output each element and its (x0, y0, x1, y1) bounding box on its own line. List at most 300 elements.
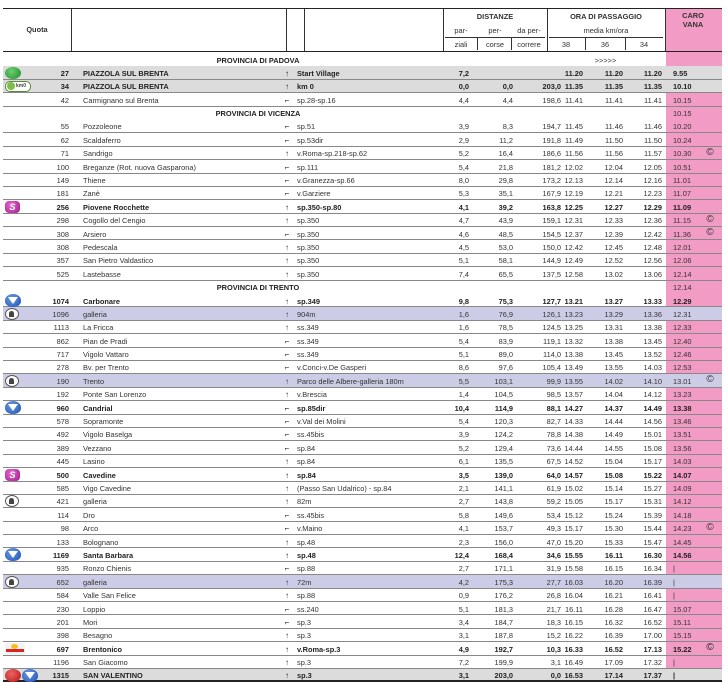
time-36kmh: 14.37 (604, 403, 623, 413)
table-row (3, 133, 722, 146)
location-name: Bolognano (83, 537, 119, 547)
time-34kmh: 11.35 (643, 82, 662, 92)
altitude: 114 (57, 510, 69, 520)
location-name: Vigolo Baselga (83, 430, 133, 440)
remaining-distance: 73,6 (546, 443, 561, 453)
covered-distance: 4,4 (502, 95, 513, 105)
time-34kmh: 11.41 (644, 95, 662, 105)
caravan-time: 14.07 (673, 470, 692, 480)
partial-distance: 2,7 (458, 564, 469, 574)
time-34kmh: 15.47 (643, 537, 662, 547)
time-38kmh: 15.02 (564, 484, 583, 493)
table-row (3, 642, 722, 655)
remaining-distance: 34,6 (546, 550, 561, 560)
time-38kmh: 12.25 (564, 202, 583, 212)
caravan-time: 12.06 (673, 256, 692, 266)
altitude: 230 (56, 604, 69, 614)
altitude: 584 (56, 591, 69, 601)
road-direction: ss.240 (297, 604, 319, 614)
table-row (3, 254, 722, 267)
caravan-time: 11.09 (673, 202, 692, 212)
turn-arrow-icon: ⌐ (284, 403, 290, 413)
location-name: Carmignano sul Brenta (83, 95, 159, 105)
road-direction: sp.3 (297, 617, 311, 627)
turn-arrow-icon: ⌐ (284, 162, 290, 172)
location-name: Pozzoleone (83, 122, 122, 132)
table-row (3, 535, 722, 548)
partial-distance: 5,3 (458, 189, 469, 199)
time-38kmh: 16.49 (564, 658, 583, 668)
time-38kmh: 12.19 (564, 189, 583, 199)
caravan-time: 11.15 (673, 216, 691, 226)
time-34kmh: 12.42 (643, 229, 662, 239)
altitude: 308 (56, 229, 69, 239)
road-direction: sp.350 (297, 242, 320, 252)
remaining-distance: 31,9 (546, 564, 561, 574)
location-name: Zanè (83, 189, 100, 199)
remaining-distance: 10,3 (546, 644, 561, 654)
table-row (3, 441, 722, 454)
turn-arrow-icon: ⌐ (284, 363, 290, 373)
covered-distance: 58,1 (498, 256, 513, 266)
remaining-distance: 114,0 (543, 350, 561, 360)
time-36kmh: 13.29 (604, 309, 623, 319)
tunnel-icon (5, 374, 19, 387)
table-row (3, 669, 722, 682)
time-34kmh: 12.29 (643, 202, 662, 212)
covered-distance: 184,7 (494, 617, 513, 627)
caravan-time: 14.56 (673, 550, 692, 560)
partial-distance: 2,9 (458, 135, 469, 145)
remaining-distance: 3,1 (550, 658, 561, 668)
time-36kmh: 12.52 (604, 256, 623, 266)
road-direction: 72m (297, 577, 312, 587)
location-name: San Giacomo (83, 658, 128, 668)
table-row (3, 401, 722, 414)
location-name: Sandrigo (83, 149, 113, 159)
time-34kmh: 17.37 (643, 671, 662, 681)
partial-distance: 0,0 (458, 82, 469, 92)
covered-distance: 35,1 (498, 189, 513, 199)
road-direction: Parco delle Albere-galleria 180m (297, 376, 404, 386)
table-row (3, 294, 722, 307)
table-row (3, 415, 722, 428)
altitude: 1196 (53, 658, 69, 668)
time-34kmh: 15.39 (643, 510, 662, 520)
covered-distance: 203,0 (494, 671, 513, 681)
road-direction: sp.51 (297, 122, 316, 132)
road-direction: sp.88 (297, 564, 316, 574)
turn-arrow-icon: ⌐ (284, 564, 290, 574)
caravan-time: 10.20 (673, 122, 692, 132)
turn-arrow-icon: ⌐ (284, 417, 290, 427)
time-36kmh: 13.31 (604, 323, 623, 333)
c-badge-icon: © (706, 374, 714, 386)
road-direction: ss.349 (297, 323, 319, 333)
remaining-distance: 126,1 (542, 309, 561, 319)
road-direction: 904m (297, 309, 316, 319)
table-row (3, 482, 722, 495)
province-header-row (3, 107, 722, 120)
turn-arrow-icon: ↑ (285, 497, 289, 507)
remaining-distance: 194,7 (542, 122, 561, 132)
time-38kmh: 12.37 (564, 229, 583, 239)
road-direction: sp.111 (297, 162, 319, 172)
road-direction: sp.3 (297, 658, 311, 668)
location-name: Ponte San Lorenzo (83, 390, 147, 400)
time-34kmh: 13.38 (643, 323, 662, 333)
remaining-distance: 186,6 (542, 149, 561, 159)
caravan-time: | (673, 658, 675, 668)
time-38kmh: 13.38 (564, 350, 583, 360)
covered-distance: 153,7 (494, 524, 513, 534)
table-row (3, 334, 722, 347)
caravan-time: 13.56 (673, 443, 692, 453)
header-speed-38: 38 (561, 40, 571, 49)
location-name: Bv. per Trento (83, 363, 129, 373)
location-name: Besagno (83, 631, 113, 641)
caravan-time: 10.15 (673, 95, 692, 105)
time-38kmh: 15.58 (564, 564, 583, 574)
header-divider (286, 9, 287, 51)
caravan-time: 10.30 (673, 149, 692, 159)
table-row (3, 307, 722, 320)
table-row (3, 428, 722, 441)
covered-distance: 192,7 (494, 644, 513, 654)
covered-distance: 78,5 (498, 323, 513, 333)
time-36kmh: 12.39 (604, 229, 623, 239)
location-name: Ronzo Chienis (83, 564, 132, 574)
turn-arrow-icon: ↑ (285, 577, 289, 587)
remaining-distance: 127,7 (542, 296, 561, 306)
header-speed-36: 36 (600, 40, 610, 49)
time-36kmh: 13.27 (604, 296, 623, 306)
road-direction: v.Roma-sp.3 (297, 644, 341, 654)
turn-arrow-icon: ↑ (285, 296, 289, 306)
partial-distance: 8,0 (458, 176, 469, 186)
altitude: 652 (56, 577, 69, 587)
road-direction: sp.48 (297, 550, 316, 560)
covered-distance: 199,9 (494, 658, 513, 668)
c-badge-icon: © (706, 642, 714, 654)
covered-distance: 76,9 (498, 309, 513, 319)
caravan-time: | (673, 591, 675, 601)
caravan-time: 15.07 (673, 604, 692, 614)
road-direction: sp.88 (297, 591, 316, 601)
altitude: 100 (56, 162, 69, 172)
gpm-icon (5, 401, 21, 414)
location-name: Thiene (83, 176, 106, 186)
table-row (3, 267, 722, 280)
table-row (3, 455, 722, 468)
time-38kmh: 14.38 (564, 430, 583, 440)
remaining-distance: 181,2 (542, 162, 561, 172)
c-badge-icon: © (706, 521, 714, 533)
location-name: Sopramonte (83, 417, 124, 427)
time-38kmh: 16.22 (564, 631, 583, 641)
altitude: 717 (56, 350, 69, 360)
time-36kmh: 11.35 (604, 82, 623, 92)
time-36kmh: 15.04 (604, 457, 623, 467)
time-36kmh: 16.39 (604, 631, 623, 641)
partial-distance: 4,9 (458, 644, 469, 654)
location-name: Vezzano (83, 443, 112, 453)
remaining-distance: 82,7 (546, 417, 561, 427)
c-badge-icon: © (706, 227, 714, 239)
altitude: 445 (56, 457, 69, 467)
caravan-time: 12.14 (673, 283, 692, 293)
turn-arrow-icon: ↑ (285, 671, 289, 681)
time-38kmh: 13.49 (564, 363, 583, 373)
caravan-time: 14.12 (673, 497, 692, 507)
time-36kmh: 14.02 (604, 376, 623, 386)
location-name: Carbonare (83, 296, 120, 306)
time-38kmh: 12.58 (564, 269, 583, 279)
remaining-distance: 61,9 (546, 484, 561, 493)
turn-arrow-icon: ↑ (285, 537, 289, 547)
road-direction: v.Granezza-sp.66 (297, 176, 355, 186)
time-38kmh: 13.57 (564, 390, 583, 400)
sprint-icon: S (5, 200, 20, 213)
time-38kmh: 11.35 (564, 82, 583, 92)
tunnel-icon (5, 575, 19, 588)
partial-distance: 8,6 (458, 363, 469, 373)
time-38kmh: 16.03 (564, 577, 583, 587)
time-36kmh: 11.56 (605, 149, 623, 159)
covered-distance: 75,3 (498, 296, 513, 306)
turn-arrow-icon: ↑ (285, 82, 289, 92)
location-name: Piovene Rocchette (83, 202, 150, 212)
table-row (3, 522, 722, 535)
caravan-time: 13.01 (673, 376, 692, 386)
covered-distance: 120,3 (494, 417, 513, 427)
road-direction: sp.350-sp.80 (297, 202, 342, 212)
caravan-time: 12.53 (673, 363, 692, 373)
subheader-divider (477, 38, 478, 50)
time-36kmh: 16.32 (604, 617, 623, 627)
time-38kmh: 13.23 (564, 309, 583, 319)
caravan-time: 12.29 (673, 296, 692, 306)
table-row (3, 214, 722, 227)
time-38kmh: 11.41 (565, 95, 583, 105)
time-34kmh: 15.22 (643, 470, 662, 480)
turn-arrow-icon: ↑ (285, 216, 289, 226)
road-direction: sp.350 (297, 229, 320, 239)
covered-distance: 29,8 (498, 176, 513, 186)
caravan-time: 12.40 (673, 336, 692, 346)
road-direction: sp.350 (297, 256, 320, 266)
altitude: 1074 (52, 296, 69, 306)
direction-marker: >>>>> (594, 55, 617, 65)
caravan-time: 12.33 (673, 323, 692, 333)
redbull-icon (5, 642, 25, 655)
covered-distance: 168,4 (494, 550, 513, 560)
turn-arrow-icon: ⌐ (284, 229, 290, 239)
covered-distance: 83,9 (498, 336, 513, 346)
caravan-time: 14.45 (673, 537, 692, 547)
location-name: galleria (83, 577, 107, 587)
covered-distance: 11,2 (499, 135, 513, 145)
remaining-distance: 64,0 (546, 470, 561, 480)
turn-arrow-icon: ⌐ (284, 135, 290, 145)
header-divider (71, 9, 72, 51)
road-direction: ss.45bis (297, 430, 325, 440)
caravan-time: 10.51 (673, 162, 692, 172)
covered-distance: 39,2 (498, 202, 513, 212)
partial-distance: 3,5 (458, 470, 469, 480)
altitude: 585 (56, 484, 69, 493)
time-38kmh: 12.49 (564, 256, 583, 266)
time-38kmh: 12.42 (564, 242, 583, 252)
time-34kmh: 14.12 (643, 390, 662, 400)
time-36kmh: 13.38 (604, 336, 623, 346)
caravan-time: 15.11 (673, 617, 691, 627)
caravan-time: 11.36 (673, 229, 691, 239)
remaining-distance: 198,6 (542, 95, 561, 105)
partial-distance: 2,3 (458, 537, 469, 547)
covered-distance: 124,2 (494, 430, 513, 440)
altitude: 190 (56, 376, 69, 386)
road-direction: sp.48 (297, 537, 316, 547)
partial-distance: 3,9 (458, 430, 469, 440)
partial-distance: 5,2 (458, 443, 469, 453)
remaining-distance: 15,2 (546, 631, 561, 641)
altitude: 862 (56, 336, 69, 346)
time-34kmh: 15.01 (643, 430, 662, 440)
location-name: La Fricca (83, 323, 114, 333)
time-38kmh: 11.45 (565, 122, 583, 132)
road-direction: sp.53dir (297, 135, 324, 145)
covered-distance: 143,8 (494, 497, 513, 507)
table-row (3, 240, 722, 253)
location-name: Valle San Felice (83, 591, 136, 601)
remaining-distance: 203,0 (542, 82, 561, 92)
gpm-icon (5, 294, 21, 307)
remaining-distance: 119,1 (543, 336, 561, 346)
remaining-distance: 150,0 (542, 242, 561, 252)
altitude: 181 (56, 189, 69, 199)
location-name: SAN VALENTINO (83, 671, 143, 681)
covered-distance: 65,5 (498, 269, 513, 279)
turn-arrow-icon: ↑ (285, 68, 289, 78)
tunnel-icon (5, 307, 19, 320)
header-parziali-bottom: ziali (454, 40, 468, 49)
time-34kmh: 12.05 (643, 162, 662, 172)
time-34kmh: 12.56 (643, 256, 662, 266)
turn-arrow-icon: ↑ (285, 631, 289, 641)
partial-distance: 4,1 (458, 524, 469, 534)
header-percorse-bottom: corse (485, 40, 505, 49)
location-name: Trento (83, 376, 105, 386)
remaining-distance: 167,9 (542, 189, 561, 199)
covered-distance: 139,0 (494, 470, 513, 480)
location-name: PIAZZOLA SUL BRENTA (83, 68, 169, 78)
partial-distance: 5,4 (458, 336, 469, 346)
time-38kmh: 16.53 (564, 671, 583, 681)
remaining-distance: 99,9 (546, 376, 561, 386)
province-title: PROVINCIA DI VICENZA (215, 109, 301, 119)
covered-distance: 171,1 (494, 564, 513, 574)
covered-distance: 104,5 (494, 390, 513, 400)
time-34kmh: 16.30 (643, 550, 662, 560)
time-34kmh: 15.08 (643, 443, 662, 453)
partial-distance: 3,1 (458, 671, 469, 681)
partial-distance: 3,1 (458, 631, 469, 641)
partial-distance: 6,1 (458, 457, 469, 467)
road-direction: v.Val dei Molini (297, 417, 346, 427)
partial-distance: 1,4 (458, 390, 469, 400)
altitude: 62 (60, 135, 69, 145)
remaining-distance: 159,1 (542, 216, 561, 226)
time-34kmh: 14.56 (643, 417, 662, 427)
location-name: Vigolo Vattaro (83, 350, 129, 360)
altitude: 1169 (52, 550, 69, 560)
table-row (3, 388, 722, 401)
time-36kmh: 13.45 (604, 350, 623, 360)
partial-distance: 7,4 (458, 269, 469, 279)
caravan-time: 10.10 (673, 82, 692, 92)
caravan-time: 13.23 (673, 390, 692, 400)
covered-distance: 53,0 (498, 242, 513, 252)
time-34kmh: 13.45 (643, 336, 662, 346)
time-38kmh: 15.20 (564, 537, 583, 547)
turn-arrow-icon: ↑ (285, 550, 289, 560)
table-row (3, 200, 722, 213)
time-36kmh: 15.08 (604, 470, 623, 480)
partial-distance: 5,1 (458, 256, 469, 266)
header-caro-bottom: VANA (682, 20, 704, 29)
road-direction: sp.350 (297, 269, 320, 279)
table-row (3, 629, 722, 642)
table-row (3, 321, 722, 334)
road-direction: sp.3 (297, 671, 312, 681)
remaining-distance: 163,8 (542, 202, 561, 212)
time-34kmh: 14.49 (643, 403, 662, 413)
time-38kmh: 16.04 (564, 591, 583, 601)
partial-distance: 4,5 (458, 242, 469, 252)
covered-distance: 135,5 (494, 457, 513, 467)
road-direction: sp.349 (297, 296, 321, 306)
partial-distance: 1,6 (458, 309, 469, 319)
remaining-distance: 21,7 (546, 604, 561, 614)
partial-distance: 5,2 (458, 149, 469, 159)
altitude: 149 (56, 176, 69, 186)
time-36kmh: 11.20 (604, 68, 623, 78)
time-36kmh: 11.41 (605, 95, 623, 105)
covered-distance: 8,3 (502, 122, 513, 132)
turn-arrow-icon: ⌐ (284, 510, 290, 520)
partial-distance: 9,8 (458, 296, 469, 306)
caravan-time: 13.38 (673, 403, 692, 413)
table-row (3, 495, 722, 508)
caravan-time: | (673, 577, 675, 587)
time-34kmh: 13.52 (643, 350, 662, 360)
subheader-divider (625, 38, 626, 50)
sprint-icon: S (5, 468, 20, 481)
gpm-icon (5, 548, 21, 561)
turn-arrow-icon: ↑ (285, 242, 289, 252)
time-36kmh: 12.14 (604, 176, 623, 186)
altitude: 389 (56, 443, 69, 453)
caravan-time: | (673, 671, 676, 681)
location-name: galleria (83, 497, 107, 507)
altitude: 27 (60, 68, 69, 78)
time-36kmh: 11.50 (605, 135, 623, 145)
partial-distance: 2,7 (458, 497, 469, 507)
altitude: 278 (56, 363, 69, 373)
road-direction: sp.85dir (297, 403, 326, 413)
location-name: Pian de Pradi (83, 336, 128, 346)
